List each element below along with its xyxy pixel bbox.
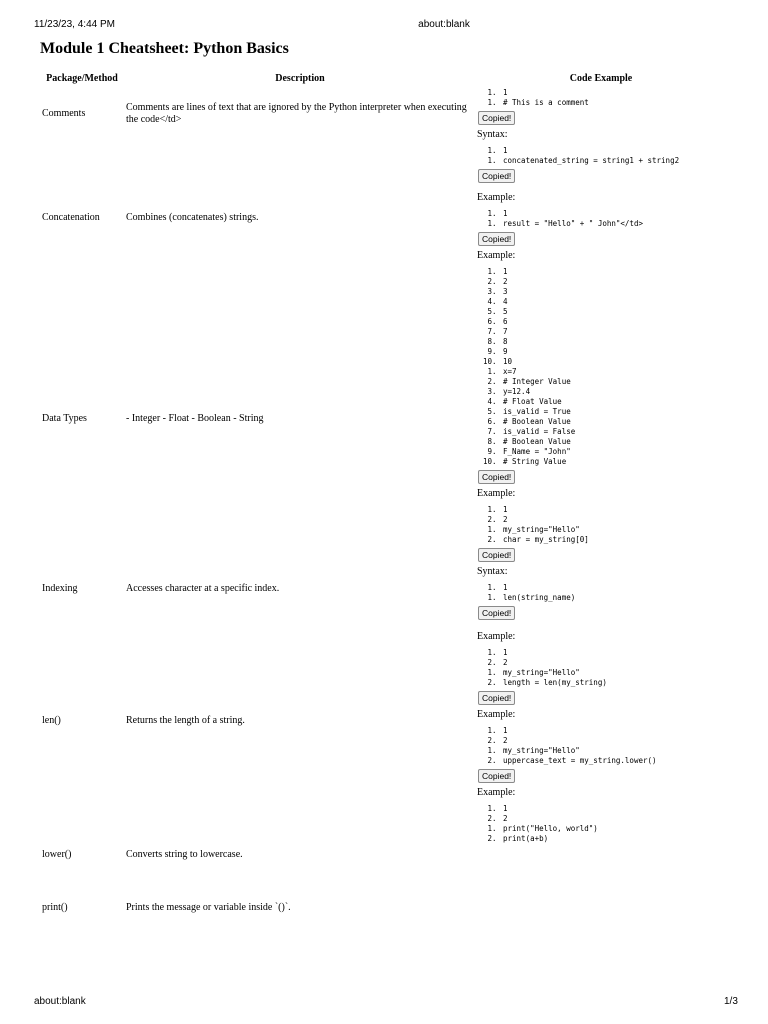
code-block	[477, 746, 742, 766]
example-label: Example:	[477, 488, 516, 499]
example-label: Example:	[477, 709, 516, 720]
row-description-print: Prints the message or variable inside `()`.	[126, 902, 291, 913]
code-block	[477, 219, 742, 229]
code-block	[477, 668, 742, 688]
copy-button[interactable]: Copied!	[478, 691, 515, 705]
page-title: Module 1 Cheatsheet: Python Basics	[40, 40, 289, 57]
page-indicator: 1/3	[724, 996, 738, 1007]
code-line-numbers	[477, 505, 742, 525]
code-line: 6. 6	[501, 317, 742, 327]
code-line: 9. F_Name = "John"	[501, 447, 742, 457]
syntax-label: Syntax:	[477, 566, 508, 577]
row-package-len: len()	[42, 715, 61, 726]
code-line: 1. 1	[501, 267, 742, 277]
header-package: Package/Method	[46, 73, 118, 84]
code-line: 2. 2	[501, 515, 742, 525]
row-description-lower: Converts string to lowercase.	[126, 849, 243, 860]
print-url: about:blank	[418, 19, 470, 30]
code-line: 2. char = my_string[0]	[501, 535, 742, 545]
code-line: 9. 9	[501, 347, 742, 357]
code-line: 1. print("Hello, world")	[501, 824, 742, 834]
code-line-numbers	[477, 648, 742, 668]
code-line: 5. 5	[501, 307, 742, 317]
copy-button[interactable]: Copied!	[478, 470, 515, 484]
row-package-concatenation: Concatenation	[42, 212, 100, 223]
code-line: 1. result = "Hello" + " John"</td>	[501, 219, 742, 229]
copy-button[interactable]: Copied!	[478, 548, 515, 562]
code-line: 1. 1	[501, 648, 742, 658]
code-line: 8. 8	[501, 337, 742, 347]
code-line-numbers	[477, 804, 742, 824]
header-description: Description	[275, 73, 325, 84]
code-line: 1. 1	[501, 209, 742, 219]
code-example-column	[477, 88, 742, 844]
copy-button[interactable]: Copied!	[478, 169, 515, 183]
example-label: Example:	[477, 787, 516, 798]
code-line: 1. my_string="Hello"	[501, 525, 742, 535]
code-block	[477, 824, 742, 844]
code-line: 3. y=12.4	[501, 387, 742, 397]
code-line: 10. # String Value	[501, 457, 742, 467]
row-package-lower: lower()	[42, 849, 72, 860]
row-package-comments: Comments	[42, 108, 86, 119]
code-line-numbers	[477, 209, 742, 219]
code-line: 7. is_valid = False	[501, 427, 742, 437]
code-block	[477, 525, 742, 545]
code-line: 3. 3	[501, 287, 742, 297]
example-label: Example:	[477, 192, 516, 203]
footer-url: about:blank	[34, 996, 86, 1007]
code-line-numbers	[477, 146, 742, 156]
row-description-len: Returns the length of a string.	[126, 715, 245, 726]
code-block	[477, 367, 742, 467]
code-line-numbers	[477, 726, 742, 746]
code-block	[477, 98, 742, 108]
code-line: 10. 10	[501, 357, 742, 367]
code-line: 6. # Boolean Value	[501, 417, 742, 427]
code-line: 1. x=7	[501, 367, 742, 377]
code-line: 1. 1	[501, 505, 742, 515]
code-line: 1. concatenated_string = string1 + string2	[501, 156, 742, 166]
print-datetime: 11/23/23, 4:44 PM	[34, 19, 115, 30]
code-line: 2. 2	[501, 814, 742, 824]
code-line: 1. # This is a comment	[501, 98, 742, 108]
copy-button[interactable]: Copied!	[478, 606, 515, 620]
code-line: 1. 1	[501, 88, 742, 98]
code-line: 7. 7	[501, 327, 742, 337]
code-line: 2. length = len(my_string)	[501, 678, 742, 688]
code-line: 1. 1	[501, 726, 742, 736]
code-line: 2. uppercase_text = my_string.lower()	[501, 756, 742, 766]
row-package-data-types: Data Types	[42, 413, 87, 424]
code-line: 2. 2	[501, 658, 742, 668]
code-line: 2. 2	[501, 277, 742, 287]
row-package-print: print()	[42, 902, 68, 913]
code-line: 1. len(string_name)	[501, 593, 742, 603]
row-package-indexing: Indexing	[42, 583, 78, 594]
code-block	[477, 593, 742, 603]
code-line: 1. 1	[501, 804, 742, 814]
code-line: 4. # Float Value	[501, 397, 742, 407]
code-line: 2. print(a+b)	[501, 834, 742, 844]
row-description-indexing: Accesses character at a specific index.	[126, 583, 280, 594]
code-line: 2. 2	[501, 736, 742, 746]
copy-button[interactable]: Copied!	[478, 111, 515, 125]
code-line: 2. # Integer Value	[501, 377, 742, 387]
example-label: Example:	[477, 631, 516, 642]
code-line: 5. is_valid = True	[501, 407, 742, 417]
code-line-numbers	[477, 583, 742, 593]
copy-button[interactable]: Copied!	[478, 232, 515, 246]
code-line: 1. 1	[501, 146, 742, 156]
code-line-numbers	[477, 88, 742, 98]
row-description-comments: Comments are lines of text that are ignored by the Python interpreter when executing the code</td>	[126, 102, 467, 125]
code-block	[477, 156, 742, 166]
syntax-label: Syntax:	[477, 129, 508, 140]
code-line: 8. # Boolean Value	[501, 437, 742, 447]
example-label: Example:	[477, 250, 516, 261]
row-description-data-types: - Integer - Float - Boolean - String	[126, 413, 264, 424]
code-line: 4. 4	[501, 297, 742, 307]
code-line: 1. 1	[501, 583, 742, 593]
row-description-concatenation: Combines (concatenates) strings.	[126, 212, 259, 223]
code-line: 1. my_string="Hello"	[501, 746, 742, 756]
copy-button[interactable]: Copied!	[478, 769, 515, 783]
header-code-example: Code Example	[569, 73, 633, 84]
code-line: 1. my_string="Hello"	[501, 668, 742, 678]
code-line-numbers	[477, 267, 742, 367]
